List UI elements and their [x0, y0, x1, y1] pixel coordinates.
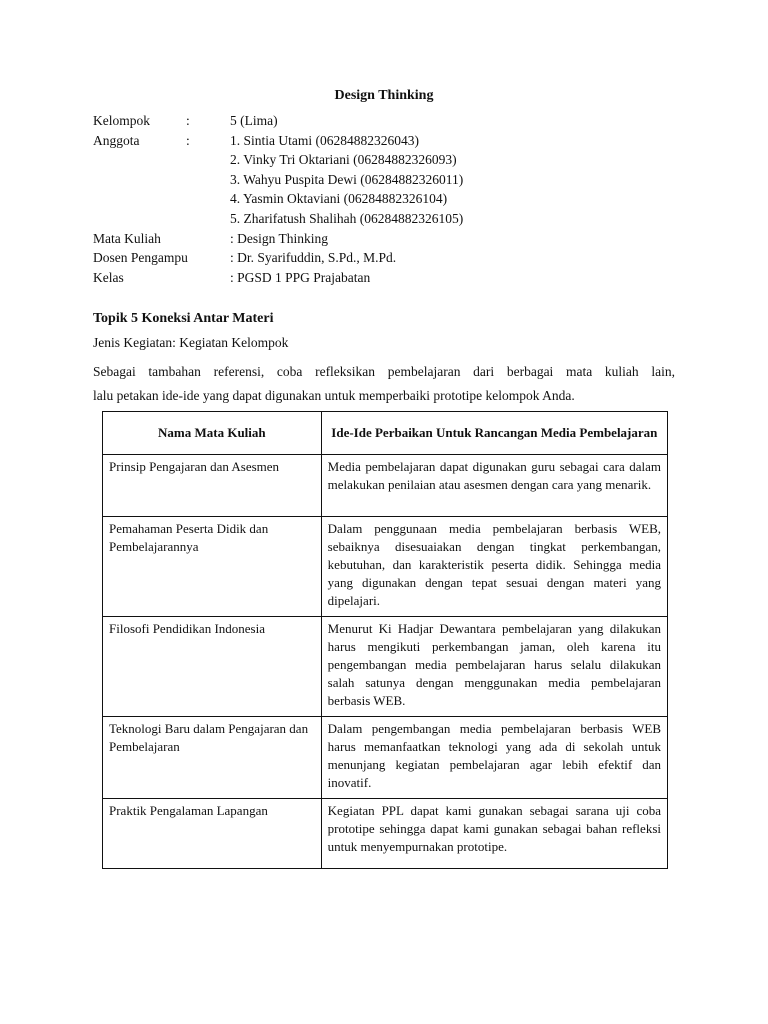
activity-type: Jenis Kegiatan: Kegiatan Kelompok: [93, 335, 289, 350]
kelompok-colon: :: [186, 113, 190, 128]
anggota-row: [93, 131, 693, 151]
kelompok-label: Kelompok: [93, 113, 150, 128]
kelompok-row: [93, 111, 693, 131]
anggota-colon: :: [186, 132, 190, 148]
ideas-table: [102, 411, 668, 869]
course-column-header: Nama Mata Kuliah: [103, 412, 322, 455]
group-info: [93, 111, 693, 287]
course-cell: Teknologi Baru dalam Pengajaran dan Pembelajaran: [103, 717, 322, 799]
document-title: Design Thinking: [334, 88, 434, 103]
ideas-column-header: Ide-Ide Perbaikan Untuk Rancangan Media Pembelajaran: [321, 412, 667, 455]
member-item: 5. Zharifatush Shalihah (06284882326105): [230, 210, 464, 226]
idea-cell: Kegiatan PPL dapat kami gunakan sebagai sarana uji coba prototipe sehingga dapat kami gunakan sebagai bahan refleksi untuk menyempurnakan prototipe.: [321, 799, 667, 869]
table-row: [103, 617, 668, 717]
mata-kuliah-value: : Design Thinking: [230, 230, 329, 246]
dosen-value: : Dr. Syarifuddin, S.Pd., M.Pd.: [230, 250, 397, 266]
idea-cell: Dalam pengembangan media pembelajaran berbasis WEB harus memanfaatkan teknologi yang ada di sekolah untuk menunjang kegiatan pembelajaran agar lebih efektif dan inovatif.: [321, 717, 667, 799]
course-cell: Filosofi Pendidikan Indonesia: [103, 617, 322, 717]
idea-cell: Dalam penggunaan media pembelajaran berbasis WEB, sebaiknya disesuaiakan dengan tingkat perkembangan, kebutuhan, dan karakteristik peserta didik. Sehingga media yang digunakan dengan tepat sesuai dengan materi yang dipelajari.: [321, 517, 667, 617]
course-cell: Prinsip Pengajaran dan Asesmen: [103, 455, 322, 517]
mata-kuliah-label: Mata Kuliah: [93, 230, 161, 246]
mata-kuliah-row: [93, 229, 693, 249]
idea-cell: Media pembelajaran dapat digunakan guru sebagai cara dalam melakukan penilaian atau asesmen dengan cara yang menarik.: [321, 455, 667, 517]
table-row: [103, 717, 668, 799]
member-row: [93, 209, 693, 229]
member-item: 1. Sintia Utami (06284882326043): [230, 132, 419, 148]
member-item: 4. Yasmin Oktaviani (06284882326104): [230, 191, 448, 207]
topic-heading: Topik 5 Koneksi Antar Materi: [93, 311, 274, 326]
course-cell: Praktik Pengalaman Lapangan: [103, 799, 322, 869]
member-row: [93, 170, 693, 190]
kelompok-value: 5 (Lima): [230, 113, 278, 128]
table-row: [103, 799, 668, 869]
table-header-row: [103, 412, 668, 455]
intro-line: Sebagai tambahan referensi, coba refleksikan pembelajaran dari berbagai mata kuliah lain,: [93, 364, 675, 379]
dosen-row: [93, 248, 693, 268]
table-row: [103, 455, 668, 517]
anggota-label: Anggota: [93, 132, 140, 148]
table-row: [103, 517, 668, 617]
intro-paragraph: [93, 360, 675, 408]
kelas-row: [93, 268, 693, 288]
member-item: 3. Wahyu Puspita Dewi (06284882326011): [230, 171, 464, 187]
idea-cell: Menurut Ki Hadjar Dewantara pembelajaran yang dilakukan harus mengikuti perkembangan jaman, oleh karena itu pengembangan media pembelajaran harus selalu dilakukan salah satunya dengan menggunakan media pembelajaran berbasis WEB.: [321, 617, 667, 717]
kelas-label: Kelas: [93, 269, 124, 285]
member-row: [93, 189, 693, 209]
course-cell: Pemahaman Peserta Didik dan Pembelajarannya: [103, 517, 322, 617]
kelas-value: : PGSD 1 PPG Prajabatan: [230, 269, 371, 285]
member-row: [93, 150, 693, 170]
member-item: 2. Vinky Tri Oktariani (06284882326093): [230, 152, 457, 168]
dosen-label: Dosen Pengampu: [93, 250, 188, 266]
intro-line: lalu petakan ide-ide yang dapat digunakan untuk memperbaiki prototipe kelompok Anda.: [93, 388, 575, 403]
